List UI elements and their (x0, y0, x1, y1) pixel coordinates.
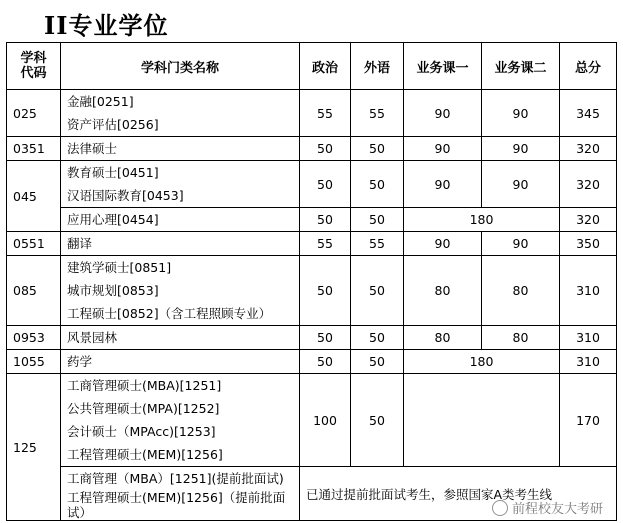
row-code: 125 (7, 374, 61, 521)
score-politics: 50 (300, 326, 351, 350)
score-course1: 80 (404, 256, 482, 326)
score-language: 50 (351, 350, 404, 374)
score-course2: 80 (482, 326, 560, 350)
score-politics: 50 (300, 350, 351, 374)
score-language: 50 (351, 161, 404, 208)
score-course1: 180 (404, 208, 560, 232)
score-course1: 90 (404, 161, 482, 208)
major-name: 建筑学硕士[0851] (67, 260, 172, 275)
row-names (61, 90, 300, 137)
row-names (61, 161, 300, 208)
table-row (7, 137, 617, 161)
row-names (61, 350, 300, 374)
score-course1: 90 (404, 90, 482, 137)
watermark (492, 498, 603, 517)
score-course1: 90 (404, 232, 482, 256)
score-course1 (404, 374, 560, 467)
score-course2: 80 (482, 256, 560, 326)
row-code: 0551 (7, 232, 61, 256)
score-politics: 50 (300, 256, 351, 326)
table-row (7, 90, 617, 137)
wechat-icon (492, 500, 508, 516)
score-total: 320 (560, 208, 617, 232)
major-name: 翻译 (67, 236, 93, 251)
header-politics: 政治 (300, 43, 351, 90)
major-name: 工程管理硕士(MEM)[1256]（提前批面试） (67, 490, 286, 520)
score-course2: 90 (482, 137, 560, 161)
major-name: 公共管理硕士(MPA)[1252] (67, 401, 220, 416)
major-name: 工程硕士[0852]（含工程照顾专业） (67, 306, 272, 321)
score-total: 320 (560, 161, 617, 208)
early-batch-note: 已通过提前批面试考生，参照国家A类考生线 (300, 467, 617, 521)
score-total: 320 (560, 137, 617, 161)
watermark-text: 前程校友大考研 (511, 502, 603, 517)
table-row (7, 374, 617, 467)
score-language: 50 (351, 208, 404, 232)
row-code: 025 (7, 90, 61, 137)
score-course2: 90 (482, 232, 560, 256)
row-names (61, 137, 300, 161)
major-name: 工商管理（MBA）[1251](提前批面试) (67, 471, 284, 486)
table-row (7, 208, 617, 232)
header-language: 外语 (351, 43, 404, 90)
row-names (61, 467, 300, 521)
major-name: 药学 (67, 354, 93, 369)
score-politics: 55 (300, 232, 351, 256)
score-language: 50 (351, 374, 404, 467)
score-total: 345 (560, 90, 617, 137)
page-title: II专业学位 (44, 11, 169, 40)
major-name: 教育硕士[0451] (67, 165, 159, 180)
table-header-row (7, 43, 617, 90)
major-name: 金融[0251] (67, 94, 134, 109)
major-name: 资产评估[0256] (67, 117, 159, 132)
row-code: 085 (7, 256, 61, 326)
row-code: 1055 (7, 350, 61, 374)
row-names (61, 256, 300, 326)
header-course2: 业务课二 (482, 43, 560, 90)
table-row (7, 256, 617, 326)
table-row (7, 350, 617, 374)
header-course1: 业务课一 (404, 43, 482, 90)
major-name: 汉语国际教育[0453] (67, 188, 184, 203)
major-name: 应用心理[0454] (67, 212, 159, 227)
score-total: 310 (560, 256, 617, 326)
score-language: 50 (351, 256, 404, 326)
score-total: 170 (560, 374, 617, 467)
score-politics: 50 (300, 208, 351, 232)
row-names (61, 374, 300, 467)
score-politics: 50 (300, 161, 351, 208)
row-code: 045 (7, 161, 61, 232)
score-language: 55 (351, 232, 404, 256)
score-total: 350 (560, 232, 617, 256)
score-course1: 90 (404, 137, 482, 161)
row-code: 0953 (7, 326, 61, 350)
score-course1: 180 (404, 350, 560, 374)
major-name: 工商管理硕士(MBA)[1251] (67, 378, 222, 393)
score-course2: 90 (482, 90, 560, 137)
score-language: 55 (351, 90, 404, 137)
score-politics: 50 (300, 137, 351, 161)
major-name: 工程管理硕士(MEM)[1256] (67, 447, 223, 462)
score-table (6, 42, 617, 521)
score-course2: 90 (482, 161, 560, 208)
row-code: 0351 (7, 137, 61, 161)
score-language: 50 (351, 137, 404, 161)
row-names (61, 326, 300, 350)
major-name: 会计硕士（MPAcc)[1253] (67, 424, 216, 439)
score-politics: 100 (300, 374, 351, 467)
header-total: 总分 (560, 43, 617, 90)
major-name: 法律硕士 (67, 141, 118, 156)
score-language: 50 (351, 326, 404, 350)
header-name: 学科门类名称 (61, 43, 300, 90)
header-code: 学科代码 (7, 43, 61, 90)
major-name: 城市规划[0853] (67, 283, 159, 298)
major-name: 风景园林 (67, 330, 118, 345)
row-names (61, 232, 300, 256)
row-names (61, 208, 300, 232)
score-politics: 55 (300, 90, 351, 137)
score-total: 310 (560, 326, 617, 350)
table-row (7, 161, 617, 208)
table-row (7, 232, 617, 256)
table-row (7, 326, 617, 350)
score-course1: 80 (404, 326, 482, 350)
score-total: 310 (560, 350, 617, 374)
